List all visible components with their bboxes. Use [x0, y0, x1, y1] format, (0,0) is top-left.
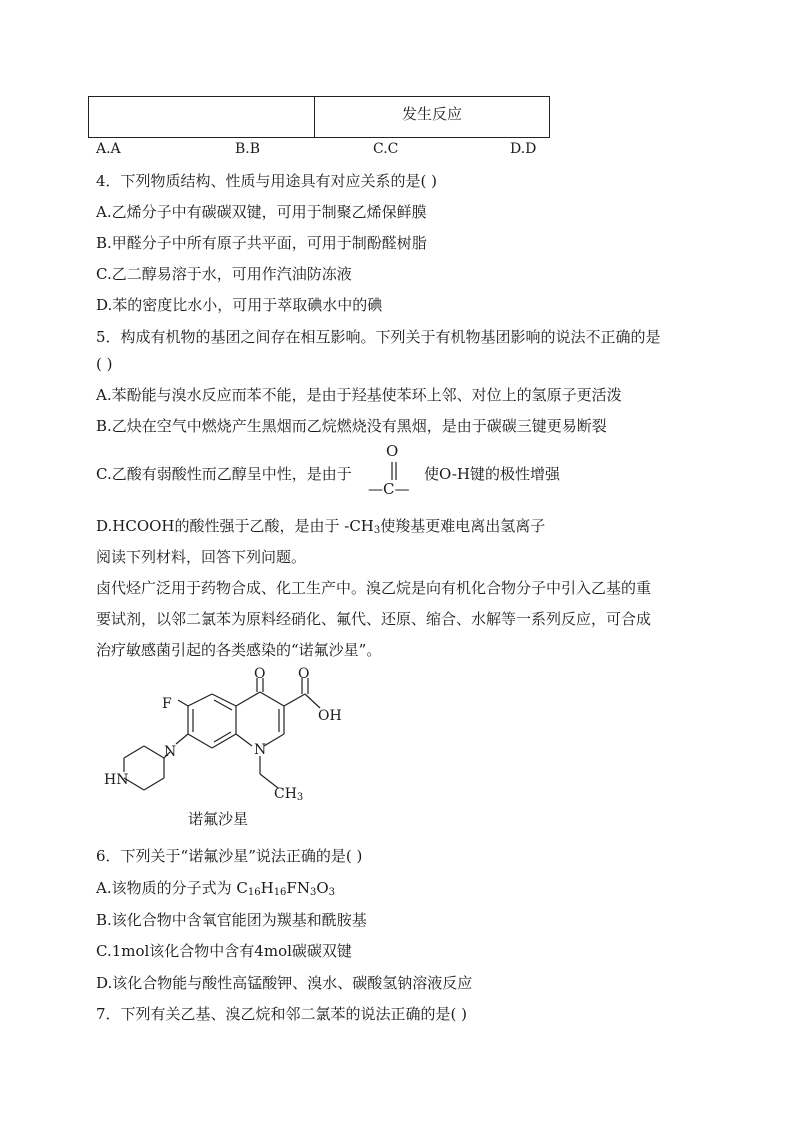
reading-p1: 卤代烃广泛用于药物合成、化工生产中。溴乙烷是向有机化合物分子中引入乙基的重: [96, 579, 652, 597]
reading-intro: 阅读下列材料，回答下列问题。: [96, 548, 307, 566]
q5-d-post: 使羧基更难电离出氢离子: [380, 517, 546, 535]
q7-stem: 7．下列有关乙基、溴乙烷和邻二氯苯的说法正确的是( ): [96, 1005, 468, 1023]
q6-option-b[interactable]: B.该化合物中含氧官能团为羰基和酰胺基: [96, 911, 367, 929]
carbonyl-o: O: [386, 442, 399, 460]
q4-option-b[interactable]: B.甲醛分子中所有原子共平面，可用于制酚醛树脂: [96, 234, 427, 252]
q4-option-d[interactable]: D.苯的密度比水小，可用于萃取碘水中的碘: [96, 296, 383, 314]
reading-p3: 治疗敏感菌引起的各类感染的“诺氟沙星”。: [96, 641, 382, 659]
atom-ch3: [274, 786, 303, 803]
q6-a-pre: A.该物质的分子式为 C: [96, 879, 248, 897]
f-sub-o: 3: [328, 887, 336, 898]
reading-p2: 要试剂，以邻二氯苯为原料经硝化、氟代、还原、缩合、水解等一系列反应，可合成: [96, 610, 652, 628]
atom-oh: OH: [318, 708, 342, 724]
structure-caption: 诺氟沙星: [188, 810, 249, 828]
q6-option-c[interactable]: C.1mol该化合物中含有4mol碳碳双键: [96, 942, 352, 960]
q5-stem-paren: ( ): [96, 355, 113, 373]
table-cell-reaction: 发生反应: [401, 105, 462, 123]
carbonyl-group-diagram: [368, 442, 418, 502]
q5-option-c-post: 使O-H键的极性增强: [424, 465, 560, 483]
q5-d-sub: 3: [373, 525, 381, 536]
q4-option-a[interactable]: A.乙烯分子中有碳碳双键，可用于制聚乙烯保鲜膜: [96, 203, 427, 221]
f-h: H: [260, 879, 274, 897]
q5-option-c-pre[interactable]: C.乙酸有弱酸性而乙醇呈中性，是由于: [96, 465, 352, 483]
q6-option-d[interactable]: D.该化合物能与酸性高锰酸钾、溴水、碳酸氢钠溶液反应: [96, 974, 473, 992]
ch3-text: CH: [274, 786, 297, 802]
f-sub-c: 16: [247, 887, 261, 898]
atom-n-ring: N: [254, 742, 267, 758]
option-d[interactable]: D.D: [510, 141, 537, 157]
f-o: O: [316, 879, 329, 897]
f-sub-h: 16: [273, 887, 287, 898]
q4-option-c[interactable]: C.乙二醇易溶于水，可用作汽油防冻液: [96, 265, 352, 283]
option-b[interactable]: B.B: [235, 141, 261, 157]
atom-o-acid: O: [298, 666, 310, 682]
atom-n-piperazine: N: [164, 744, 177, 760]
f-sub-n: 3: [309, 887, 317, 898]
q5-option-a[interactable]: A.苯酚能与溴水反应而苯不能，是由于羟基使苯环上邻、对位上的氢原子更活泼: [96, 386, 622, 404]
q5-option-d[interactable]: [96, 515, 545, 536]
q4-stem: 4．下列物质结构、性质与用途具有对应关系的是( ): [96, 172, 438, 190]
q6-stem: 6．下列关于“诺氟沙星”说法正确的是( ): [96, 847, 363, 865]
option-c[interactable]: C.C: [373, 141, 399, 157]
option-a[interactable]: A.A: [96, 141, 121, 157]
atom-hn: HN: [104, 772, 129, 788]
q5-option-b[interactable]: B.乙炔在空气中燃烧产生黑烟而乙烷燃烧没有黑烟，是由于碳碳三键更易断裂: [96, 417, 607, 435]
q5-stem: 5．构成有机物的基团之间存在相互影响。下列关于有机物基团影响的说法不正确的是: [96, 328, 661, 346]
q6-option-a[interactable]: [96, 877, 335, 898]
answer-table: [88, 96, 550, 138]
q5-d-pre: D.HCOOH的酸性强于乙酸，是由于 -CH: [96, 517, 374, 535]
f-fn: FN: [286, 879, 310, 897]
norfloxacin-structure: [100, 666, 360, 832]
ch3-sub: 3: [296, 792, 304, 803]
atom-f: F: [162, 696, 172, 712]
atom-o-ketone: O: [254, 666, 266, 682]
carbonyl-c: —C—: [368, 480, 410, 498]
